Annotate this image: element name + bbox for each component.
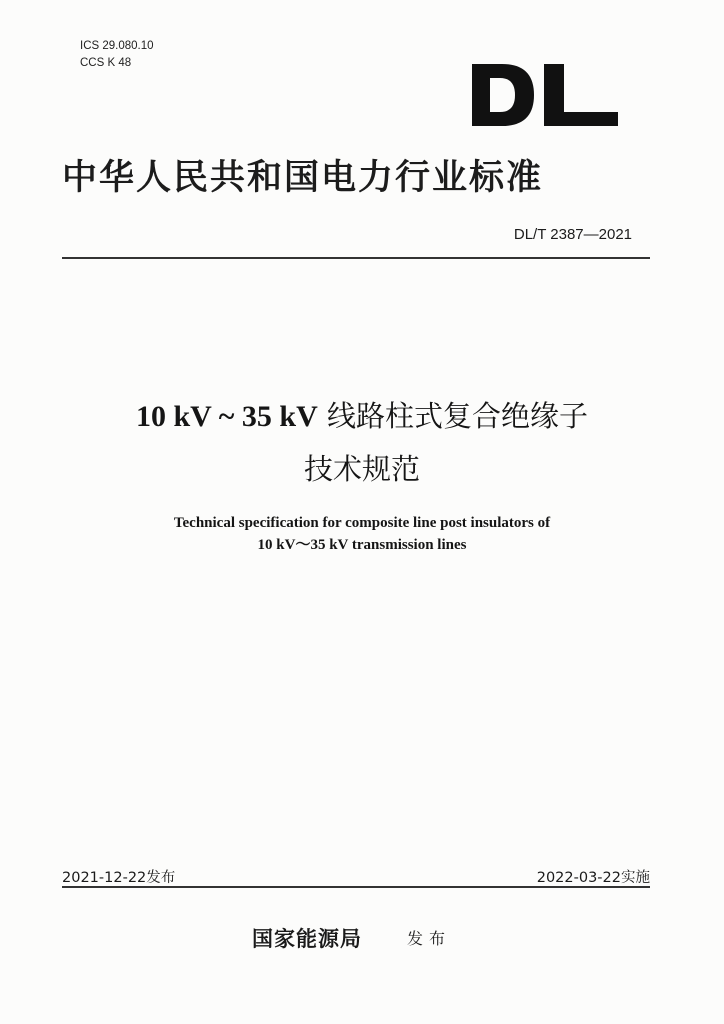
title-cn-main: 线路柱式复合绝缘子: [326, 399, 588, 433]
title-en-line2: 10 kV～35 kV transmission lines: [257, 537, 467, 553]
title-cn-line1: [0, 394, 724, 435]
effective-date: 2022-03-22实施: [536, 870, 650, 886]
ics-code: ICS 29.080.10: [80, 40, 154, 52]
title-en-line1: Technical specification for composite line post insulators of: [173, 515, 551, 531]
publisher-name: 国家能源局: [252, 926, 362, 951]
issue-date: 2021-12-22发布: [62, 870, 176, 886]
standard-number: DL/T 2387—2021: [513, 226, 632, 243]
title-voltage-range: 10 kV ~ 35 kV: [136, 400, 318, 433]
publish-label: 发布: [407, 929, 452, 948]
title-cn-line2: 技术规范: [303, 452, 420, 486]
dl-logo-letter-d: [472, 64, 534, 126]
ccs-code: CCS K 48: [80, 57, 132, 69]
classification-block: [80, 38, 154, 72]
organization-title: 中华人民共和国电力行业标准: [62, 157, 544, 198]
dl-logo-letter-l: [544, 64, 618, 126]
header-divider: [62, 257, 650, 259]
dl-logo: [470, 62, 620, 128]
footer-divider: [62, 886, 650, 888]
